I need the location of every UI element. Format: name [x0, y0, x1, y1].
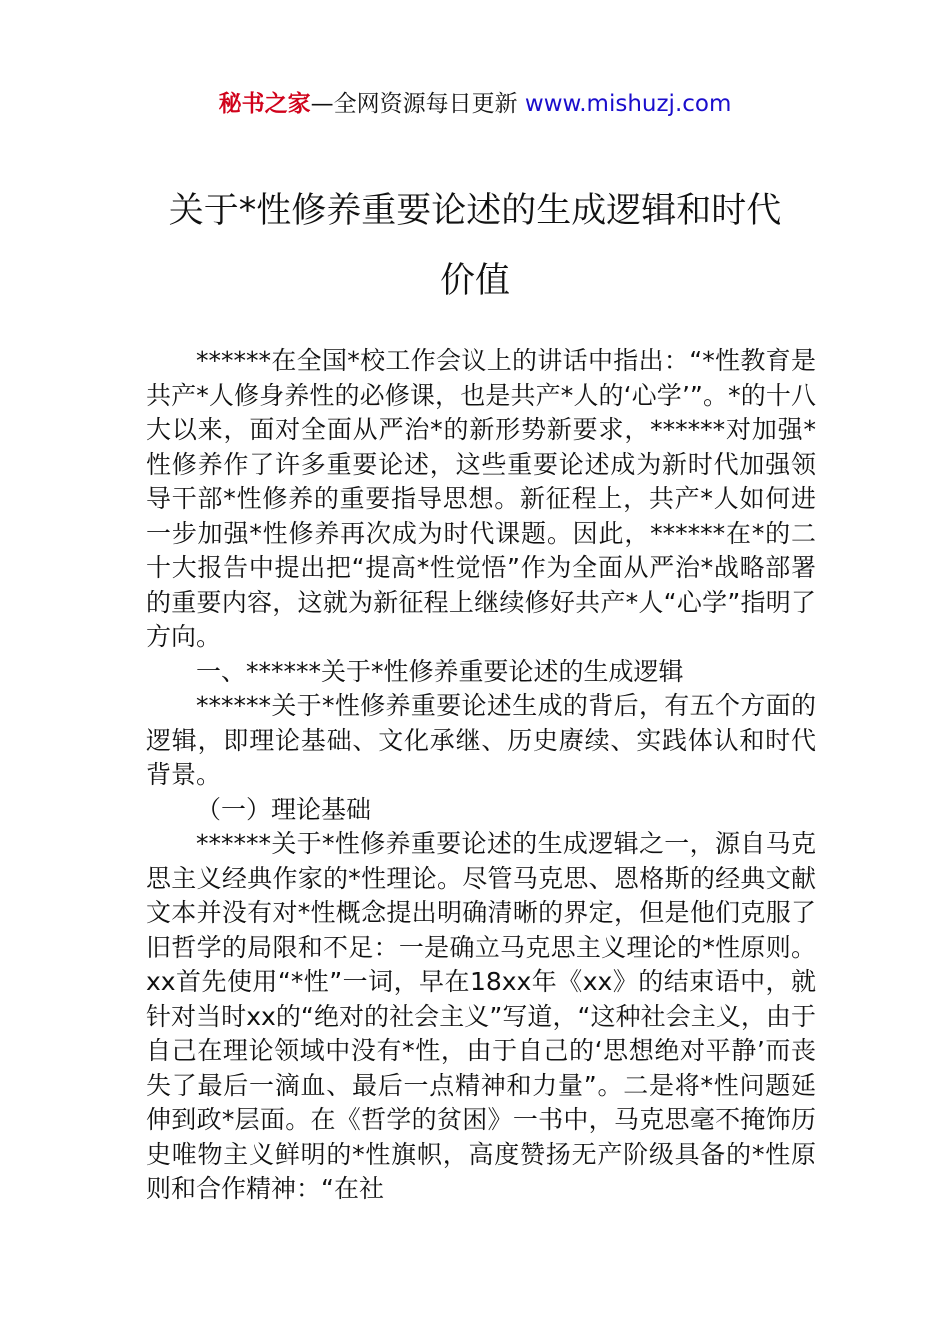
section-heading-1: 一、******关于*性修养重要论述的生成逻辑	[196, 656, 684, 686]
header-dash: —	[310, 91, 334, 117]
site-brand: 秘书之家	[218, 91, 311, 117]
site-header	[0, 86, 950, 122]
title-line-1: 关于*性修养重要论述的生成逻辑和时代	[168, 191, 782, 231]
paragraph-theory: ******关于*性修养重要论述的生成逻辑之一，源自马克思主义经典作家的*性理论。尽管马克思、恩格斯的经典文献文本并没有对*性概念提出明确清晰的界定，但是他们克服了旧哲学的局限和不足：一是确立马克思主义理论的*性原则。xx首先使用“*性”一词，早在18xx年《xx》的结束语中，就针对当时xx的“绝对的社会主义”写道，“这种社会主义，由于自己在理论领域中没有*性，由于自己的‘思想绝对平静’而丧失了最后一滴血、最后一点精神和力量”。二是将*性问题延伸到政*层面。在《哲学的贫困》一书中，马克思毫不掩饰历史唯物主义鲜明的*性旗帜，高度赞扬无产阶级具备的*性原则和合作精神：“在社	[146, 829, 816, 1203]
site-slogan: 全网资源每日更新	[333, 91, 518, 117]
paragraph-intro: ******在全国*校工作会议上的讲话中指出：“*性教育是共产*人修身养性的必修课，也是共产*人的‘心学’”。*的十八大以来，面对全面从严治*的新形势新要求，******对加强*性修养作了许多重要论述，这些重要论述成为新时代加强领导干部*性修养的重要指导思想。新征程上，共产*人如何进一步加强*性修养再次成为时代课题。因此，******在*的二十大报告中提出把“提高*性觉悟”作为全面从严治*战略部署的重要内容，这就为新征程上继续修好共产*人“心学”指明了方向。	[146, 346, 816, 651]
document-body	[146, 344, 816, 1207]
paragraph-overview: ******关于*性修养重要论述生成的背后，有五个方面的逻辑，即理论基础、文化承继、历史赓续、实践体认和时代背景。	[146, 691, 816, 789]
title-line-2: 价值	[439, 261, 510, 301]
site-url-link[interactable]: www.mishuzj.com	[524, 91, 732, 117]
document-title	[100, 176, 850, 316]
subsection-heading-1: （一）理论基础	[196, 794, 372, 824]
